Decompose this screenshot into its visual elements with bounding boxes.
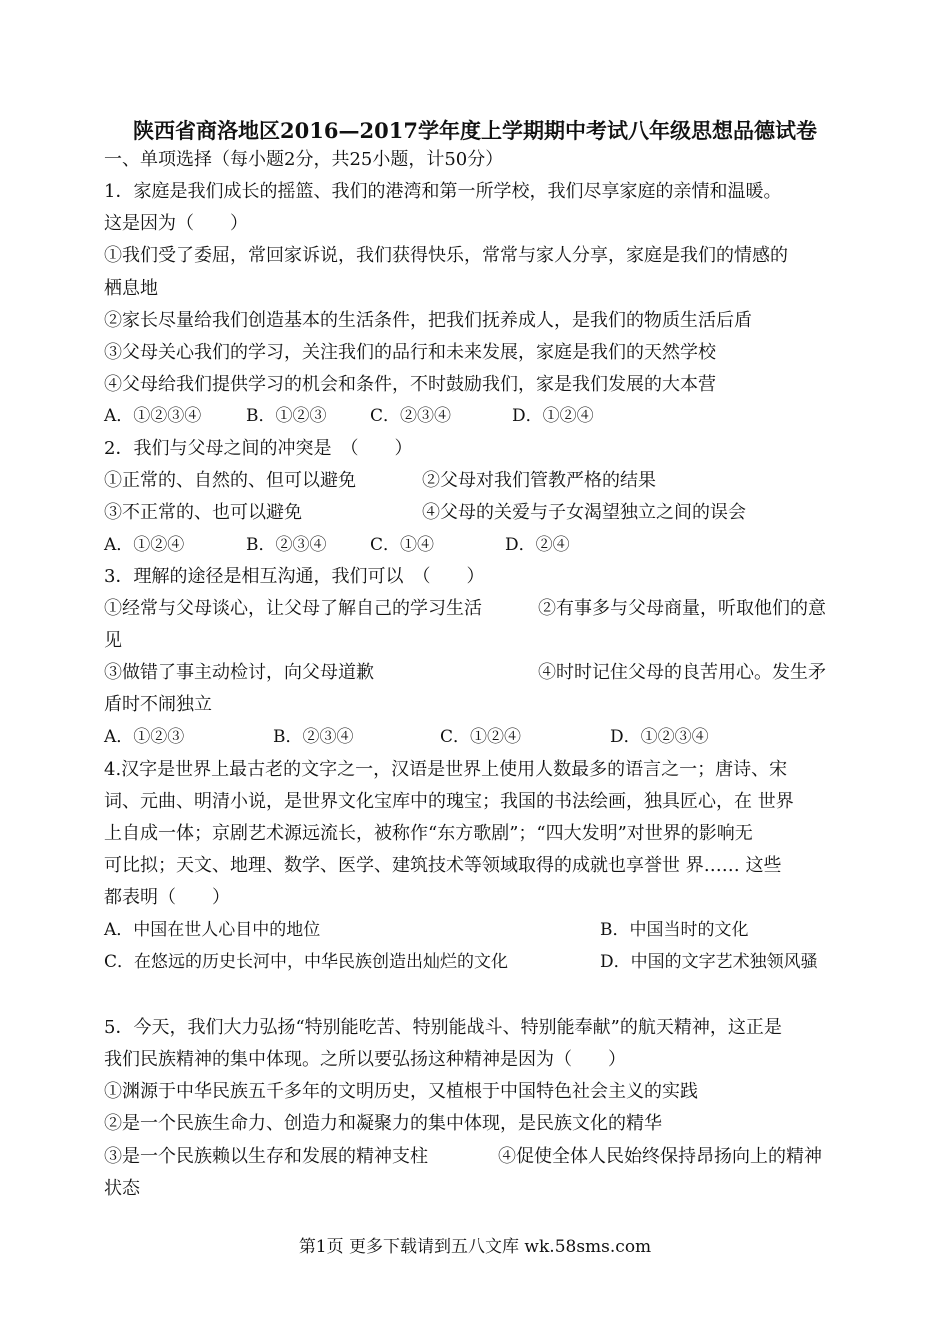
q5-item-2: ②是一个民族生命力、创造力和凝聚力的集中体现，是民族文化的精华 [104, 1113, 662, 1134]
q1-stem-cont: 这是因为（ ） [104, 213, 248, 234]
q4-line-1: 4.汉字是世界上最古老的文字之一，汉语是世界上使用人数最多的语言之一；唐诗、宋 [104, 759, 788, 780]
section-heading: 一、单项选择（每小题2分，共25小题，计50分） [104, 149, 504, 170]
q2-item-1: ①正常的、自然的、但可以避免 [104, 470, 356, 491]
q5-item-3: ③是一个民族赖以生存和发展的精神支柱 [104, 1146, 428, 1167]
q2-item-4: ④父母的关爱与子女渴望独立之间的误会 [422, 502, 746, 523]
q2-option-c: C．①④ [370, 535, 435, 555]
q1-item-4: ④父母给我们提供学习的机会和条件，不时鼓励我们，家是我们发展的大本营 [104, 374, 716, 395]
q3-option-c: C．①②④ [440, 727, 522, 747]
q1-option-a: A．①②③④ [104, 406, 202, 426]
q2-item-3: ③不正常的、也可以避免 [104, 502, 302, 523]
page-title: 陕西省商洛地区2016—2017学年度上学期期中考试八年级思想品德试卷 [133, 118, 817, 143]
q5-item-4-cont: 状态 [104, 1178, 140, 1199]
q2-item-2: ②父母对我们管教严格的结果 [422, 470, 656, 491]
q4-line-4: 可比拟；天文、地理、数学、医学、建筑技术等领域取得的成就也享誉世 界…… 这些 [104, 855, 782, 876]
q3-item-2: ②有事多与父母商量，听取他们的意 [538, 598, 826, 619]
q3-option-a: A．①②③ [104, 727, 185, 747]
q4-option-c: C．在悠远的历史长河中，中华民族创造出灿烂的文化 [104, 952, 509, 972]
q4-option-d: D．中国的文字艺术独领风骚 [600, 952, 818, 972]
q4-line-2: 词、元曲、明清小说，是世界文化宝库中的瑰宝；我国的书法绘画，独具匠心，在 世界 [104, 791, 794, 812]
q3-item-4-cont: 盾时不闹独立 [104, 694, 212, 715]
q4-option-a: A．中国在世人心目中的地位 [104, 920, 321, 940]
q2-option-d: D．②④ [505, 535, 570, 555]
q4-option-b: B．中国当时的文化 [600, 920, 749, 940]
q4-line-5: 都表明（ ） [104, 887, 230, 908]
q3-stem: 3．理解的途径是相互沟通，我们可以 （ ） [104, 566, 485, 587]
q1-item-3: ③父母关心我们的学习，关注我们的品行和未来发展，家庭是我们的天然学校 [104, 342, 716, 363]
q1-option-d: D．①②④ [512, 406, 594, 426]
q1-stem: 1．家庭是我们成长的摇篮、我们的港湾和第一所学校，我们尽享家庭的亲情和温暖。 [104, 181, 782, 202]
q4-line-3: 上自成一体；京剧艺术源远流长，被称作“东方歌剧”；“四大发明”对世界的影响无 [104, 823, 753, 844]
q1-option-b: B．①②③ [246, 406, 327, 426]
q5-item-1: ①渊源于中华民族五千多年的文明历史，又植根于中国特色社会主义的实践 [104, 1081, 698, 1102]
q3-option-d: D．①②③④ [610, 727, 709, 747]
q3-item-1: ①经常与父母谈心，让父母了解自己的学习生活 [104, 598, 482, 619]
page-footer: 第1页 更多下载请到五八文库 wk.58sms.com [298, 1237, 652, 1257]
q2-option-b: B．②③④ [246, 535, 327, 555]
q1-item-1-cont: 栖息地 [104, 278, 158, 299]
q1-item-2: ②家长尽量给我们创造基本的生活条件，把我们抚养成人，是我们的物质生活后盾 [104, 310, 752, 331]
q1-option-c: C．②③④ [370, 406, 452, 426]
q3-option-b: B．②③④ [273, 727, 354, 747]
q3-item-4: ④时时记住父母的良苦用心。发生矛 [538, 662, 826, 683]
q3-item-2-cont: 见 [104, 630, 122, 651]
q3-item-3: ③做错了事主动检讨，向父母道歉 [104, 662, 374, 683]
q2-stem: 2．我们与父母之间的冲突是 （ ） [104, 438, 413, 459]
q5-line-2: 我们民族精神的集中体现。之所以要弘扬这种精神是因为（ ） [104, 1049, 626, 1070]
q5-item-4: ④促使全体人民始终保持昂扬向上的精神 [498, 1146, 822, 1167]
q1-item-1: ①我们受了委屈，常回家诉说，我们获得快乐，常常与家人分享，家庭是我们的情感的 [104, 245, 788, 266]
q2-option-a: A．①②④ [104, 535, 185, 555]
q5-line-1: 5．今天，我们大力弘扬“特别能吃苦、特别能战斗、特别能奉献”的航天精神，这正是 [104, 1017, 782, 1038]
